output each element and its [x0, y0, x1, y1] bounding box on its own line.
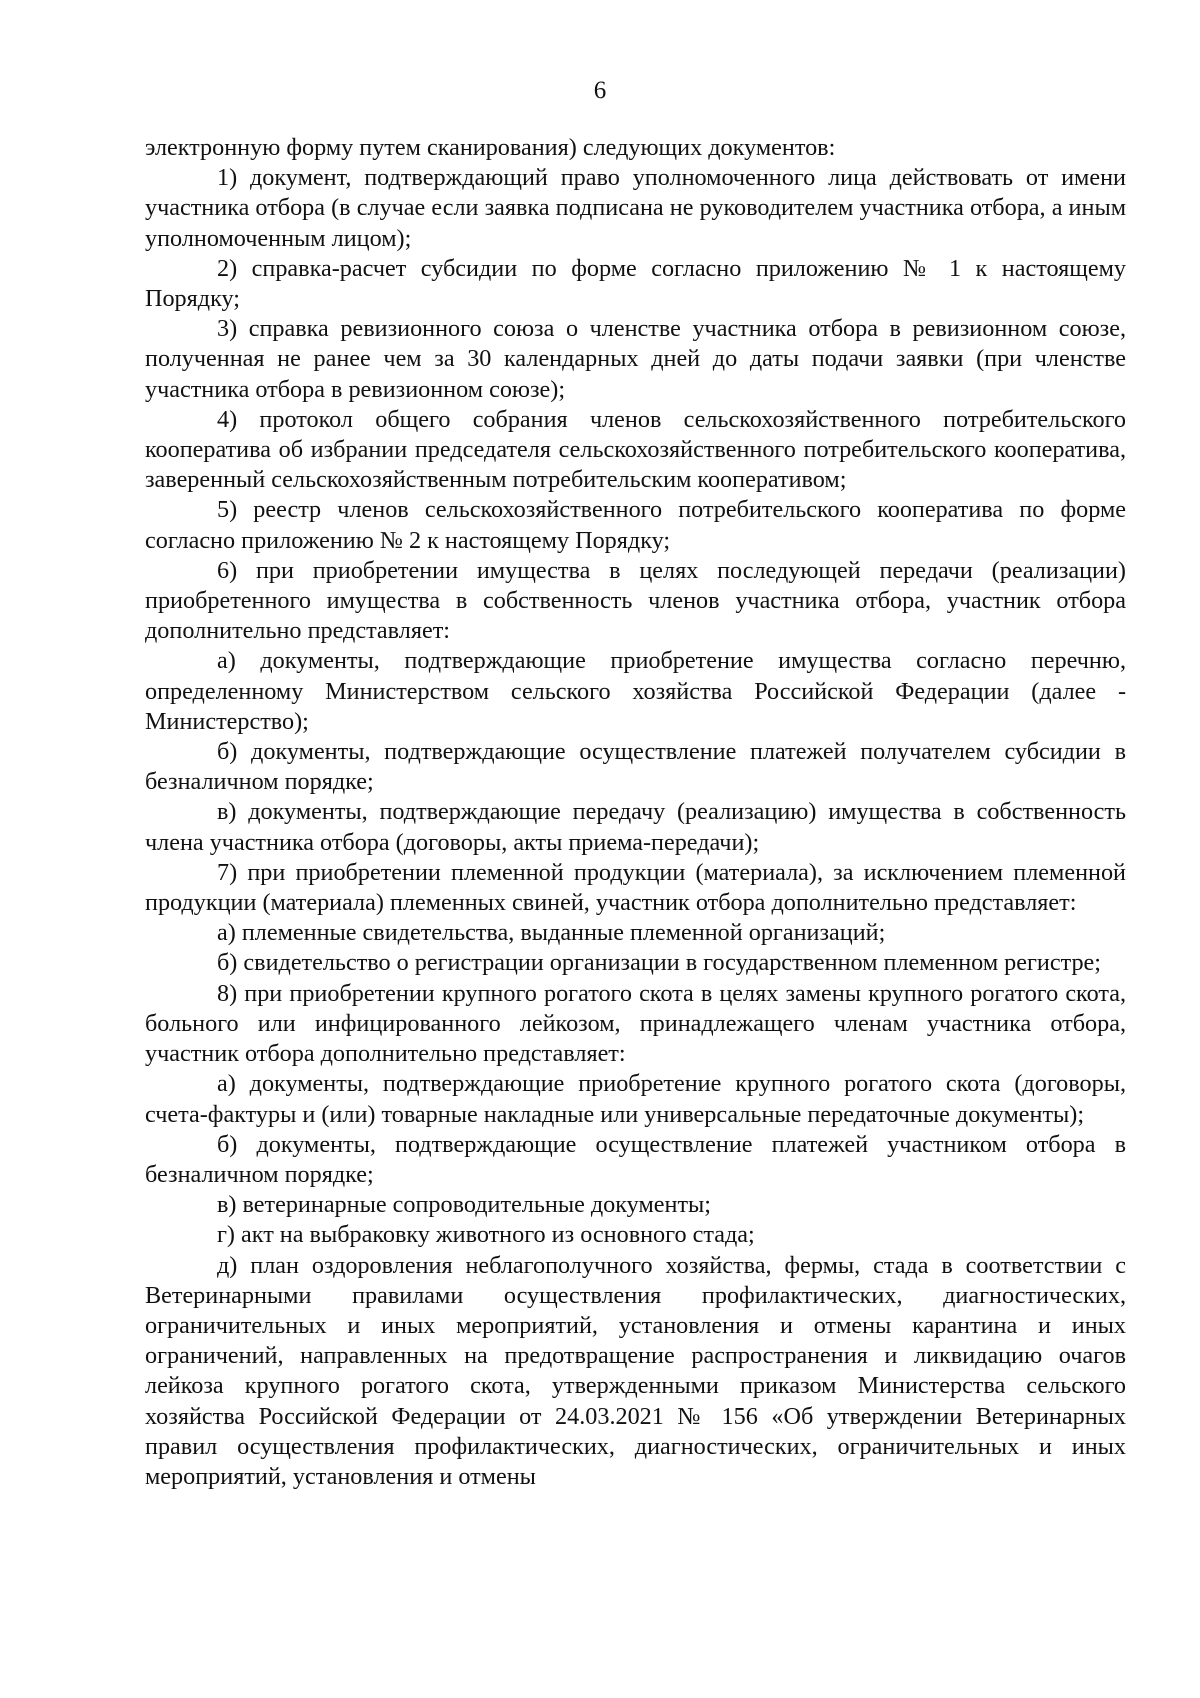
paragraph: 5) реестр членов сельскохозяйственного потребительского кооператива по форме согласно приложению № 2 к настоящему Порядку;	[145, 496, 1126, 554]
paragraph: а) документы, подтверждающие приобретение имущества согласно перечню, определенному Министерством сельского хозяйства Российской Федерации (далее - Министерство);	[145, 647, 1126, 735]
page-number: 6	[593, 77, 607, 104]
paragraph: 4) протокол общего собрания членов сельскохозяйственного потребительского кооператива об избрании председателя сельскохозяйственного потребительского кооператива, заверенный сельскохозяйственным потребительским кооперативом;	[145, 405, 1126, 494]
paragraph: электронную форму путем сканирования) следующих документов:	[145, 134, 836, 161]
paragraph: 8) при приобретении крупного рогатого скота в целях замены крупного рогатого скота, больного или инфицированного лейкозом, принадлежащего членам участника отбора, участник отбора дополнительно представляет:	[145, 979, 1126, 1068]
paragraph: 3) справка ревизионного союза о членстве участника отбора в ревизионном союзе, полученная не ранее чем за 30 календарных дней до даты подачи заявки (при членстве участника отбора в ревизионном союзе);	[145, 315, 1126, 403]
paragraph: в) документы, подтверждающие передачу (реализацию) имущества в собственность члена участника отбора (договоры, акты приема-передачи);	[145, 798, 1126, 856]
document-body	[145, 133, 1126, 1492]
paragraph: б) документы, подтверждающие осуществление платежей получателем субсидии в безналичном порядке;	[145, 738, 1126, 796]
paragraph: б) документы, подтверждающие осуществление платежей участником отбора в безналичном порядке;	[145, 1130, 1126, 1188]
paragraph: 1) документ, подтверждающий право уполномоченного лица действовать от имени участника отбора (в случае если заявка подписана не руководителем участника отбора, а иным уполномоченным лицом);	[145, 164, 1126, 252]
paragraph: г) акт на выбраковку животного из основного стада;	[217, 1221, 755, 1249]
paragraph: 6) при приобретении имущества в целях последующей передачи (реализации) приобретенного имущества в собственность членов участника отбора, участник отбора дополнительно представляет:	[145, 556, 1126, 645]
paragraph: 7) при приобретении племенной продукции (материала), за исключением племенной продукции (материала) племенных свиней, участник отбора дополнительно представляет:	[145, 858, 1126, 917]
paragraph: в) ветеринарные сопроводительные документы;	[217, 1191, 711, 1219]
paragraph: а) документы, подтверждающие приобретение крупного рогатого скота (договоры, счета-фактуры и (или) товарные накладные или универсальные передаточные документы);	[145, 1070, 1126, 1128]
paragraph: б) свидетельство о регистрации организации в государственном племенном регистре;	[217, 949, 1102, 977]
paragraph: а) племенные свидетельства, выданные племенной организаций;	[217, 919, 886, 947]
paragraph: 2) справка-расчет субсидии по форме согласно приложению № 1 к настоящему Порядку;	[145, 254, 1126, 313]
paragraph: д) план оздоровления неблагополучного хозяйства, фермы, стада в соответствии с Ветеринарными правилами осуществления профилактических, диагностических, ограничительных и иных мероприятий, установления и отмены карантина и иных ограничений, направленных на предотвращение распространения и ликвидацию очагов лейкоза крупного рогатого скота, утвержденными приказом Министерства сельского хозяйства Российской Федерации от 24.03.2021 № 156 «Об утверждении Ветеринарных правил осуществления профилактических, диагностических, ограничительных и иных мероприятий, установления и отмены	[145, 1251, 1126, 1490]
